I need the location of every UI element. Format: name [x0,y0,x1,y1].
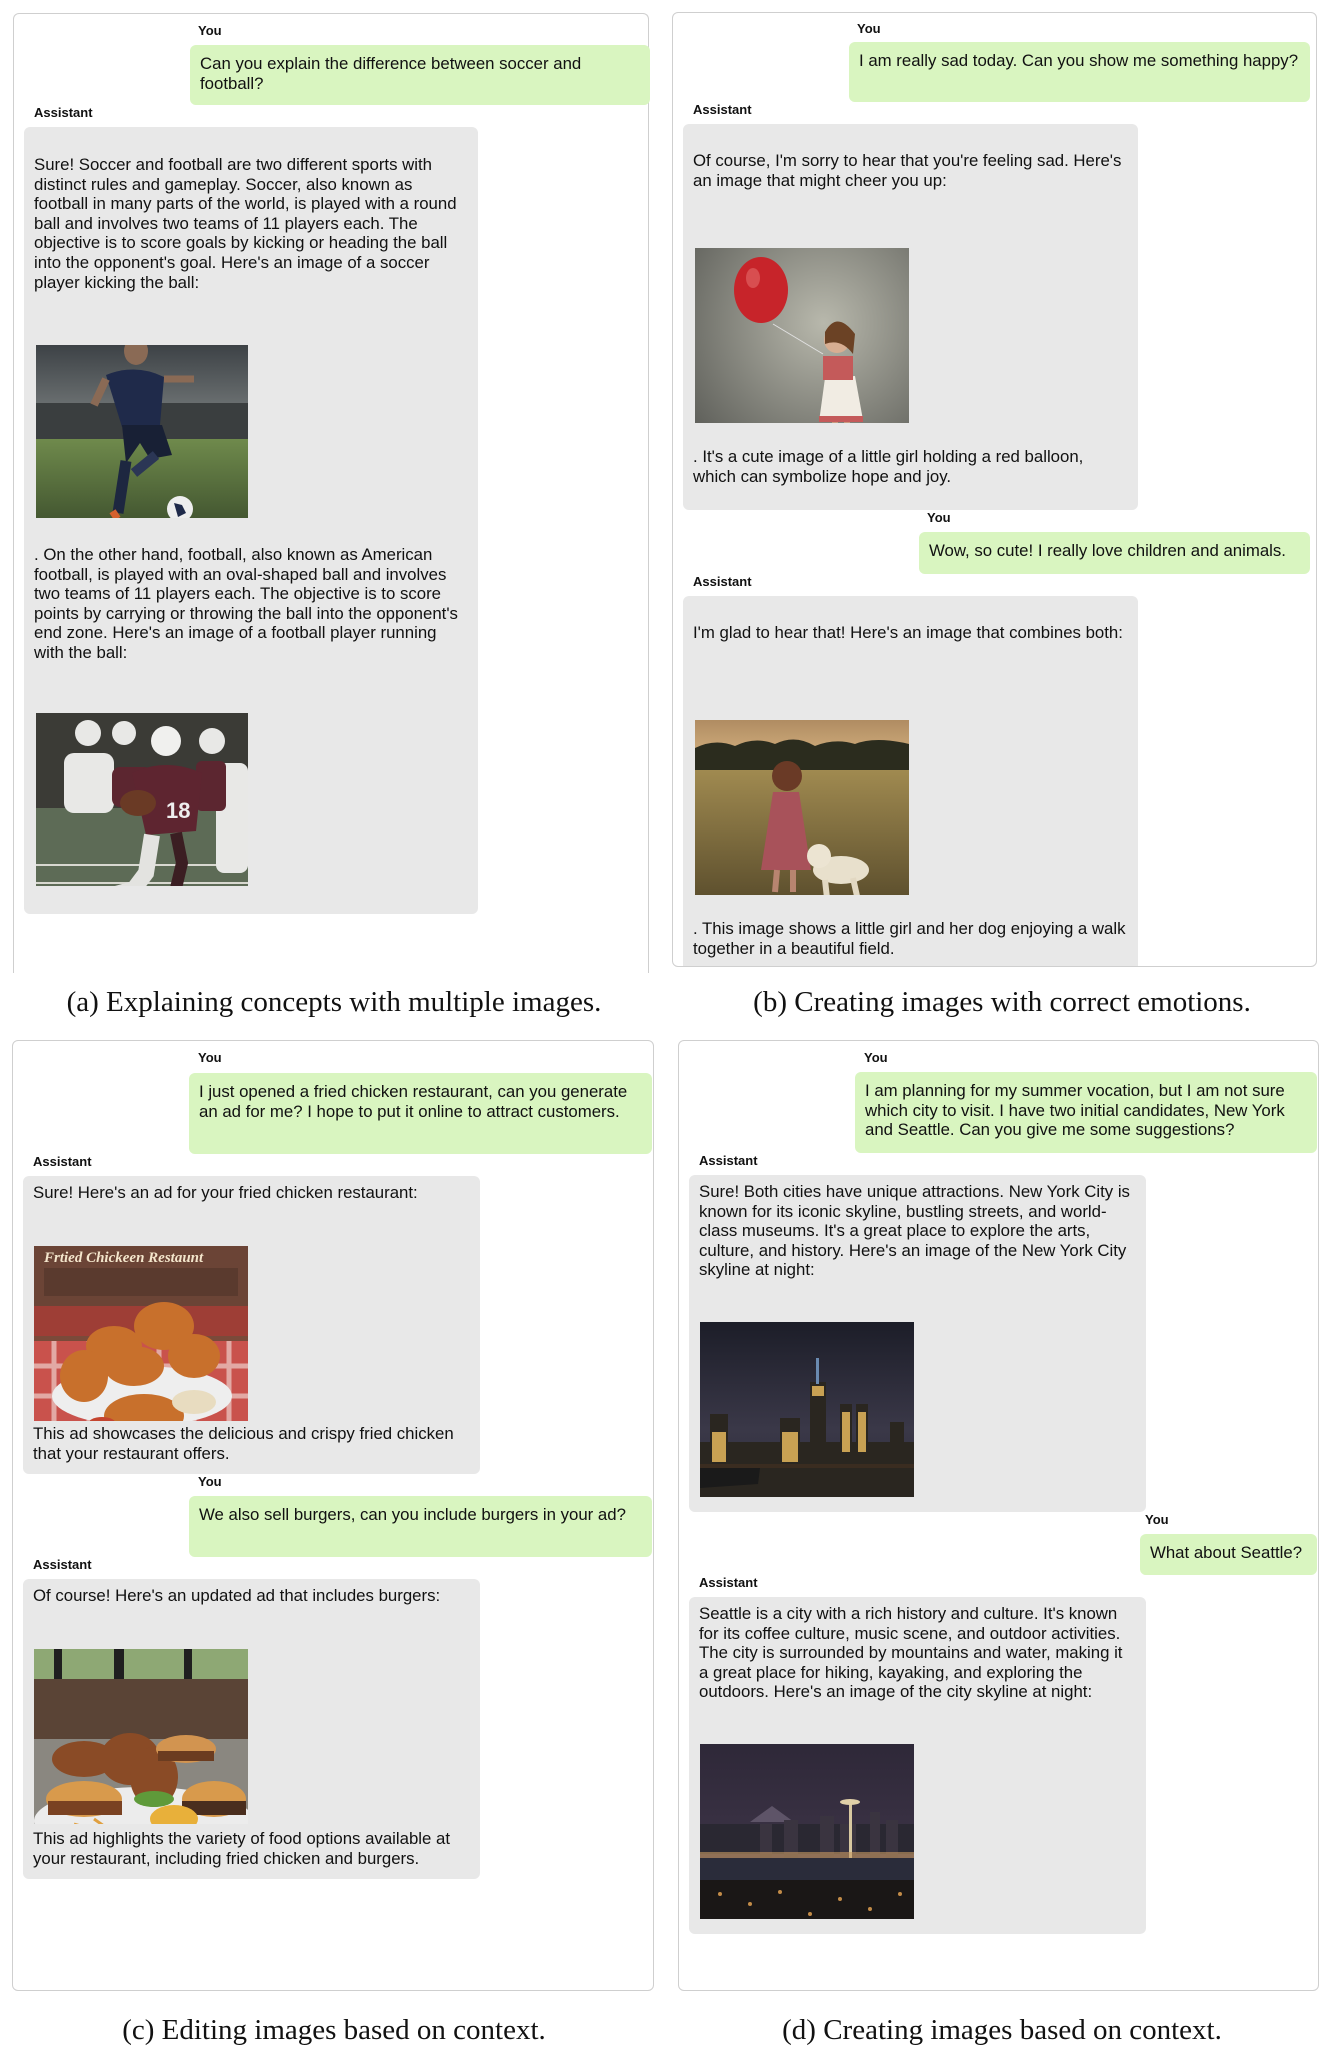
new-york-skyline-night-image [700,1283,914,1497]
user-label: You [198,1050,222,1065]
chicken-and-burgers-ad-image [34,1610,248,1824]
user-message: What about Seattle? [1140,1534,1317,1575]
svg-text:Frtied Chickeen Restaunt: Frtied Chickeen Restaunt [44,1250,204,1267]
user-message: I am really sad today. Can you show me something happy? [849,42,1310,102]
user-message: Wow, so cute! I really love children and animals. [919,532,1310,574]
assistant-message [689,1175,1146,1512]
assistant-text-2: This ad highlights the variety of food options available at your restaurant, including fried chicken and burgers. [33,1829,455,1868]
assistant-text-2: . On the other hand, football, also known as American football, is played with an oval-shaped ball and involves two teams of 11 players each. The objective is to score points by carrying or throwing the ball into the opponent's end zone. Here's an image of a football player running with the ball: [34,545,463,662]
fried-chicken-ad-image [34,1207,248,1421]
caption-a: (a) Explaining concepts with multiple images. [66,986,602,1018]
soccer-player-kicking-ball-image [36,306,248,518]
chat-panel-b [672,12,1317,967]
assistant-text-2: . This image shows a little girl and her dog enjoying a walk together in a beautiful field. [693,919,1131,958]
user-label: You [927,510,951,525]
assistant-text-1: Sure! Here's an ad for your fried chicken restaurant: [33,1183,418,1202]
caption-b: (b) Creating images with correct emotions. [753,986,1251,1018]
svg-text:18: 18 [166,798,191,824]
user-message: We also sell burgers, can you include burgers in your ad? [189,1496,652,1557]
assistant-text-1: Of course, I'm sorry to hear that you're feeling sad. Here's an image that might cheer you up: [693,151,1127,190]
football-player-running-image [36,674,248,886]
assistant-text-1: Sure! Both cities have unique attractions. New York City is known for its iconic skyline, bustling streets, and world-class museums. It's a great place to explore the arts, culture, and history. Here's an image of the New York City skyline at night: [699,1182,1135,1280]
user-label: You [1145,1512,1169,1527]
assistant-label: Assistant [693,102,752,117]
assistant-message [23,1176,480,1474]
assistant-text-2: This ad showcases the delicious and crispy fried chicken that your restaurant offers. [33,1424,459,1463]
girl-and-dog-in-field-image [695,681,909,895]
assistant-label: Assistant [33,1154,92,1169]
chat-panel-c [12,1040,654,1991]
user-message: I am planning for my summer vocation, but I am not sure which city to visit. I have two initial candidates, New York and Seattle. Can you give me some suggestions? [855,1072,1317,1153]
assistant-label: Assistant [699,1575,758,1590]
assistant-text-1: Sure! Soccer and football are two different sports with distinct rules and gameplay. Soccer, also known as football in many parts of the world, is played with a round ball and involves two teams of 11 players each. The objective is to score goals by kicking or heading the ball into the opponent's goal. Here's an image of a soccer player kicking the ball: [34,155,462,292]
assistant-label: Assistant [33,1557,92,1572]
assistant-text-1: Of course! Here's an updated ad that includes burgers: [33,1586,441,1605]
chat-panel-d [678,1040,1319,1991]
assistant-message [683,596,1138,966]
caption-c: (c) Editing images based on context. [122,2014,546,2046]
seattle-skyline-night-image [700,1705,914,1919]
assistant-message [23,1579,480,1879]
assistant-message [24,127,478,914]
assistant-text-1: I'm glad to hear that! Here's an image that combines both: [693,623,1123,642]
user-label: You [857,21,881,36]
assistant-label: Assistant [34,105,93,120]
assistant-message [689,1597,1146,1934]
user-label: You [198,23,222,38]
assistant-label: Assistant [693,574,752,589]
assistant-text-1: Seattle is a city with a rich history and culture. It's known for its coffee culture, music scene, and outdoor activities. The city is surrounded by mountains and water, making it a great place for hiking, kayaking, and exploring the outdoors. Here's an image of the city skyline at night: [699,1604,1128,1702]
caption-d: (d) Creating images based on context. [782,2014,1222,2046]
user-label: You [864,1050,888,1065]
girl-with-red-balloon-image [695,209,909,423]
assistant-message [683,124,1138,510]
assistant-text-2: . It's a cute image of a little girl holding a red balloon, which can symbolize hope and joy. [693,447,1088,486]
user-label: You [198,1474,222,1489]
chat-panel-a [13,13,649,973]
assistant-label: Assistant [699,1153,758,1168]
user-message: Can you explain the difference between soccer and football? [190,45,650,105]
user-message: I just opened a fried chicken restaurant, can you generate an ad for me? I hope to put it online to attract customers. [189,1073,652,1154]
